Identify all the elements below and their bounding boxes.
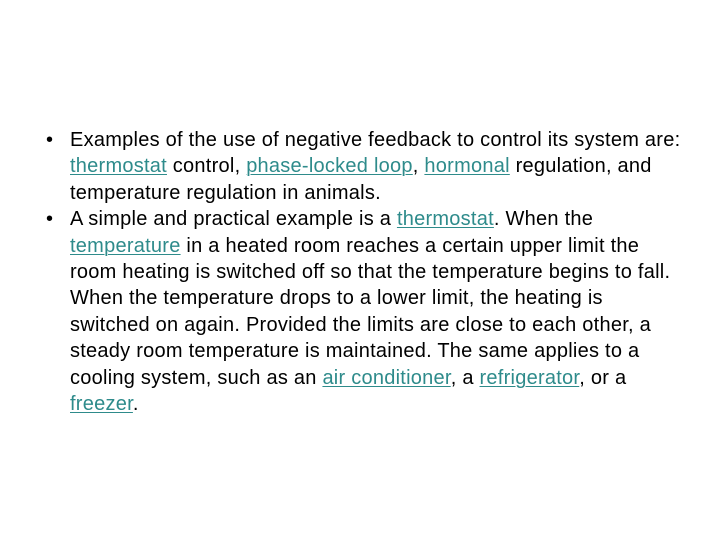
bullet-item-negative-feedback-examples: [46, 127, 686, 206]
text-segment: in a heated room reaches a certain upper limit the room heating is switched off so that the temperature begins to fall. When the temperature drops to a lower limit, the heating is switched on again. Provided the limits are close to each other, a steady room temperature is maintained. The same applies to a cooling system, such as an: [70, 234, 671, 389]
text-segment: control,: [166, 155, 247, 178]
text-segment: , or a: [579, 366, 627, 389]
link-hormonal[interactable]: hormonal: [424, 155, 510, 178]
bullet-marker: •: [46, 129, 54, 151]
text-segment: ,: [412, 155, 425, 178]
link-freezer[interactable]: freezer: [70, 393, 133, 416]
link-refrigerator[interactable]: refrigerator: [479, 366, 580, 389]
link-thermostat[interactable]: thermostat: [70, 155, 167, 178]
link-temperature[interactable]: temperature: [70, 234, 181, 257]
text-segment: regulation, and temperature regulation in animals.: [70, 155, 652, 204]
text-segment: Examples of the use of negative feedback to control its system are:: [70, 129, 681, 151]
link-phase-locked-loop[interactable]: phase-locked loop: [246, 155, 413, 178]
bullet-item-thermostat-example: [46, 206, 686, 417]
link-air-conditioner[interactable]: air conditioner: [322, 366, 451, 389]
link-thermostat[interactable]: thermostat: [396, 208, 494, 231]
text-segment: .: [132, 393, 139, 416]
bullet-list: [46, 127, 686, 417]
text-segment: , a: [450, 366, 480, 389]
text-segment: A simple and practical example is a: [70, 208, 397, 231]
text-segment: . When the: [493, 208, 594, 231]
bullet-marker: •: [46, 208, 54, 231]
